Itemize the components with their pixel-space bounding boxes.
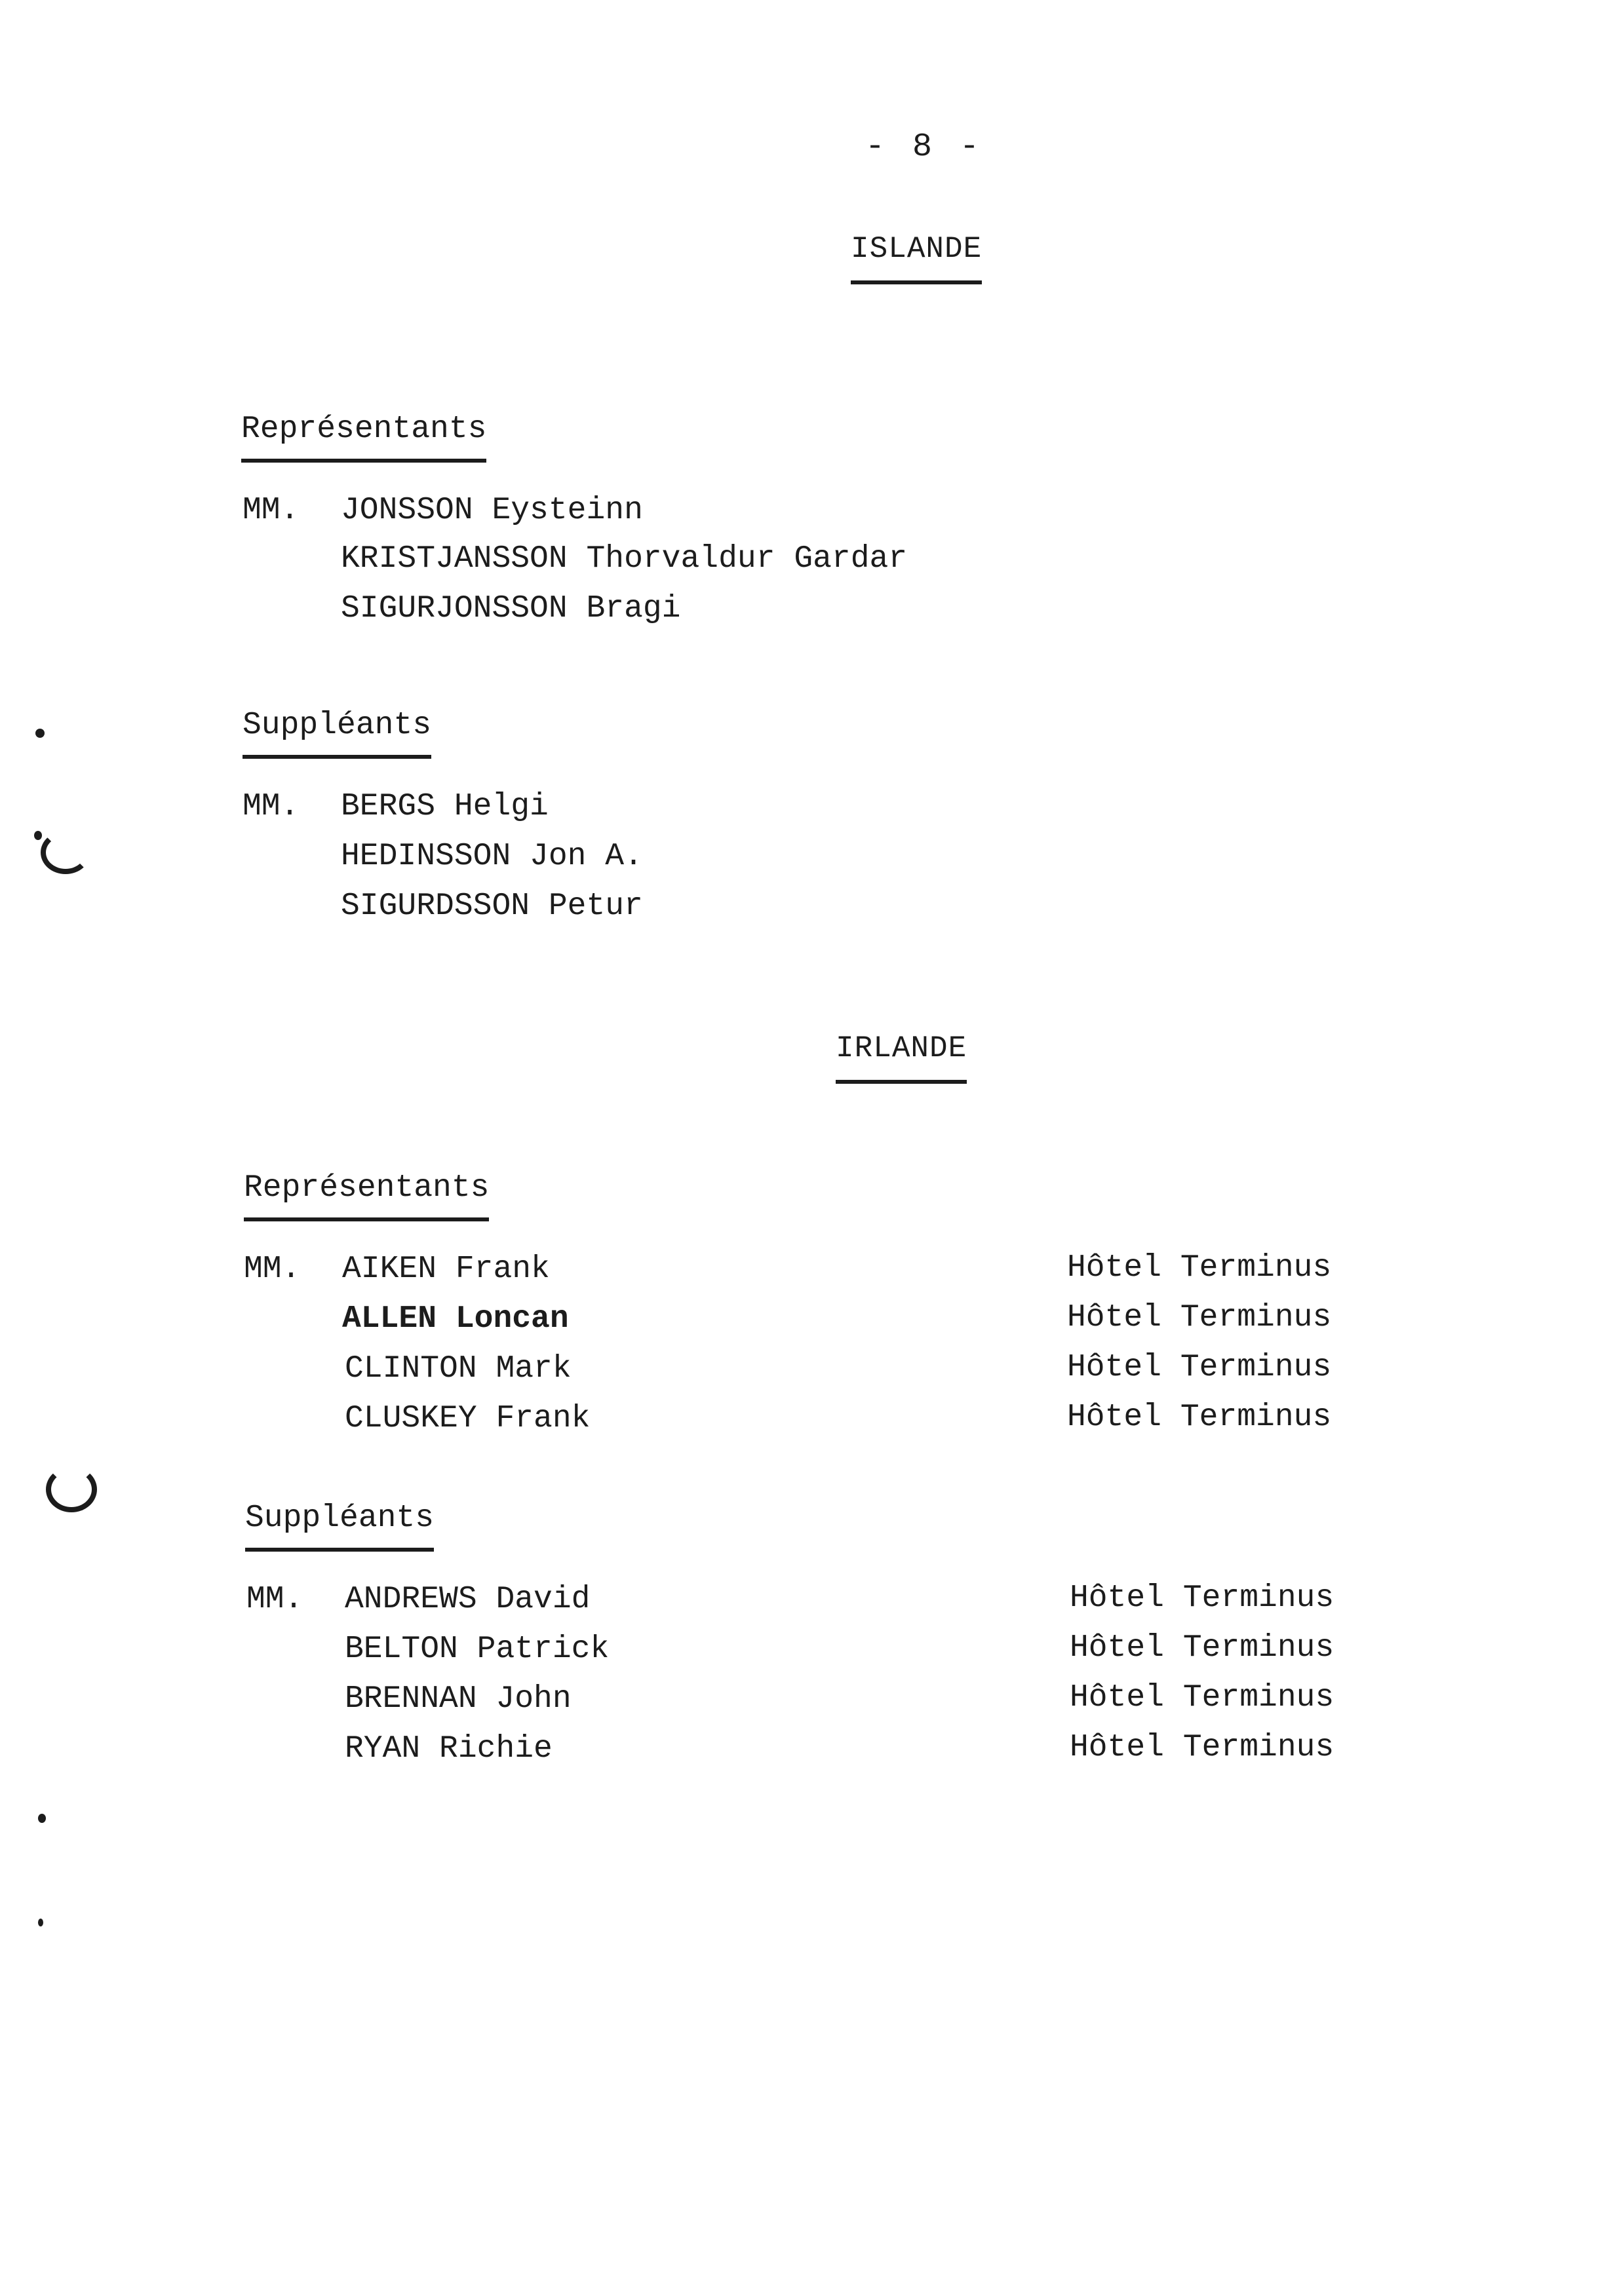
irlande-representants-heading: Représentants [244, 1170, 489, 1221]
islande-representant-1: JONSSON Eysteinn [341, 493, 643, 528]
islande-representants-title: MM. [243, 493, 300, 528]
country-heading-irlande: IRLANDE [836, 1031, 967, 1084]
irlande-representants-title: MM. [244, 1252, 301, 1287]
islande-representant-3: SIGURJONSSON Bragi [341, 591, 681, 626]
irlande-suppleants-title: MM. [246, 1582, 303, 1617]
irlande-representant-2: ALLEN Loncan [342, 1301, 569, 1337]
irlande-suppleant-1: ANDREWS David [345, 1582, 591, 1617]
irlande-suppleant-3: BRENNAN John [345, 1681, 572, 1717]
islande-suppleant-2: HEDINSSON Jon A. [341, 839, 643, 874]
islande-representant-2: KRISTJANSSON Thorvaldur Gardar [341, 541, 908, 577]
irlande-representant-2-hotel: Hôtel Terminus [1067, 1300, 1332, 1335]
page-number: - 8 - [865, 128, 984, 166]
punch-hole-mark [46, 1466, 97, 1512]
islande-representants-heading: Représentants [241, 411, 486, 463]
islande-suppleants-title: MM. [243, 789, 300, 824]
islande-suppleants-heading: Suppléants [243, 708, 431, 759]
irlande-representant-1: AIKEN Frank [342, 1252, 550, 1287]
irlande-suppleant-3-hotel: Hôtel Terminus [1070, 1680, 1334, 1715]
scan-speck [38, 1919, 43, 1926]
irlande-representant-3: CLINTON Mark [345, 1351, 572, 1387]
irlande-representant-3-hotel: Hôtel Terminus [1067, 1350, 1332, 1385]
irlande-suppleant-2: BELTON Patrick [345, 1632, 610, 1667]
irlande-representant-4: CLUSKEY Frank [345, 1401, 591, 1436]
scan-speck [34, 831, 42, 840]
punch-hole-mark [41, 831, 90, 874]
irlande-suppleant-4: RYAN Richie [345, 1731, 553, 1767]
irlande-suppleant-4-hotel: Hôtel Terminus [1070, 1730, 1334, 1765]
irlande-representant-4-hotel: Hôtel Terminus [1067, 1400, 1332, 1435]
scan-speck [35, 729, 45, 738]
irlande-suppleant-1-hotel: Hôtel Terminus [1070, 1580, 1334, 1616]
irlande-representant-1-hotel: Hôtel Terminus [1067, 1250, 1332, 1286]
islande-suppleant-1: BERGS Helgi [341, 789, 549, 824]
irlande-suppleant-2-hotel: Hôtel Terminus [1070, 1630, 1334, 1666]
irlande-suppleants-heading: Suppléants [245, 1501, 434, 1552]
country-heading-islande: ISLANDE [851, 232, 982, 284]
islande-suppleant-3: SIGURDSSON Petur [341, 889, 643, 924]
scan-speck [38, 1814, 46, 1823]
